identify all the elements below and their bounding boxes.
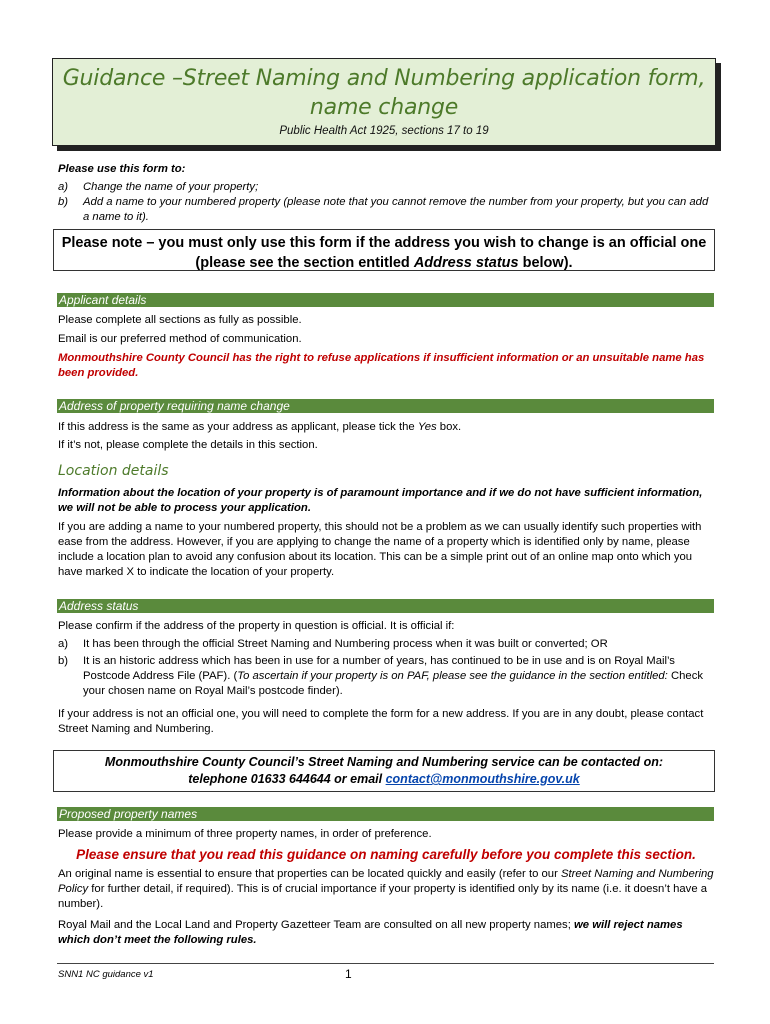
- list-marker: b): [58, 655, 69, 667]
- important-note-box: [53, 229, 715, 271]
- list-item: [58, 195, 714, 225]
- list-text: It has been through the official Street Naming and Numbering process when it was built or converted; OR: [83, 638, 608, 650]
- list-item: [58, 180, 714, 195]
- note-emphasis: Address status: [413, 255, 519, 271]
- section-heading-status: Address status: [57, 599, 714, 613]
- page-title-line2: name change: [309, 95, 459, 120]
- applicant-warning: Monmouthshire County Council has the right to refuse applications if insufficient information or an unsuitable name has been provided.: [58, 352, 705, 379]
- proposed-alert: Please ensure that you read this guidance on naming carefully before you complete this section.: [76, 847, 696, 862]
- contact-line1: Monmouthshire County Council’s Street Naming and Numbering service can be contacted on:: [104, 755, 664, 769]
- status-b-text: It is an historic address which has been in use for a number of years, has continued to be in use and is on Royal Mail’s Postcode Address File (PAF). (: [83, 655, 675, 682]
- address-p1-yes: Yes: [417, 421, 437, 433]
- intro-lead: Please use this form to:: [58, 163, 186, 175]
- section-heading-proposed: Proposed property names: [57, 807, 714, 821]
- proposed-p2-end: for further detail, if required). This is of crucial importance if your property is identified only by its name (i.e. it doesn’t have a number).: [58, 883, 708, 910]
- location-heading: Location details: [58, 463, 169, 479]
- address-p2: If it’s not, please complete the details in this section.: [58, 439, 318, 451]
- footer-doc-ref: SNN1 NC guidance v1: [58, 969, 154, 980]
- title-box: [52, 58, 716, 146]
- section-heading-address: Address of property requiring name change: [57, 399, 714, 413]
- list-text: Add a name to your numbered property (please note that you cannot remove the number from your property, but you can add a name to it).: [83, 196, 709, 223]
- status-item-a: [58, 637, 714, 652]
- note-text-end: below).: [518, 255, 573, 271]
- list-marker: b): [58, 196, 69, 208]
- proposed-p3-emphasis: we will reject names which don’t meet the following rules.: [58, 919, 683, 946]
- page-number: 1: [345, 967, 352, 981]
- applicant-p1: Please complete all sections as fully as possible.: [58, 314, 302, 326]
- list-text: Change the name of your property;: [83, 181, 259, 193]
- proposed-p2: [58, 867, 714, 912]
- note-text: Please note – you must only use this form if the address you wish to change is an official one (please see the section entitled: [61, 235, 707, 271]
- location-body: If you are adding a name to your numbered property, this should not be a problem as we can usually identify such properties with ease from the address. However, if you are applying to change the name of a property which is identified only by name, please include a location plan to avoid any confusion about its location. This can be a simple print out of an online map onto which you have marked X to indicate the location of your property.: [58, 521, 702, 578]
- list-marker: a): [58, 638, 69, 650]
- address-p1: [58, 420, 714, 435]
- page-title-line1: Guidance –Street Naming and Numbering application form,: [62, 66, 706, 91]
- list-marker: a): [58, 181, 69, 193]
- contact-phone-text: telephone 01633 644644 or email: [188, 772, 386, 786]
- policy-reference: Street Naming and Numbering Policy: [58, 868, 714, 895]
- location-emphasis: Information about the location of your property is of paramount importance and if we do not have sufficient information, we will not be able to process your application.: [58, 487, 703, 514]
- applicant-p2: Email is our preferred method of communication.: [58, 333, 302, 345]
- address-p1-text: If this address is the same as your address as applicant, please tick the: [58, 421, 418, 433]
- status-b-italic: To ascertain if your property is on PAF, please see the guidance in the section entitled:: [237, 670, 668, 682]
- footer-divider: [57, 963, 714, 964]
- address-p1-end: box.: [436, 421, 462, 433]
- contact-line2: [54, 771, 714, 788]
- status-b-end: Check your chosen name on Royal Mail’s postcode finder).: [83, 670, 703, 697]
- proposed-p3: [58, 918, 714, 948]
- status-item-b: [58, 654, 714, 699]
- proposed-p3-text: Royal Mail and the Local Land and Property Gazetteer Team are consulted on all new property names;: [58, 919, 574, 931]
- intro-list: [58, 180, 714, 225]
- status-p2: If your address is not an official one, you will need to complete the form for a new address. If you are in any doubt, please contact Street Naming and Numbering.: [58, 708, 704, 735]
- proposed-p1: Please provide a minimum of three property names, in order of preference.: [58, 828, 432, 840]
- contact-email-link[interactable]: contact@monmouthshire.gov.uk: [385, 772, 580, 786]
- contact-box: [53, 750, 715, 792]
- proposed-p2-text: An original name is essential to ensure that properties can be located quickly and easily (refer to our: [58, 868, 561, 880]
- status-p1: Please confirm if the address of the property in question is official. It is official if:: [58, 620, 455, 632]
- page-subtitle: Public Health Act 1925, sections 17 to 19: [279, 125, 489, 137]
- section-heading-applicant: Applicant details: [57, 293, 714, 307]
- list-text: [83, 654, 714, 699]
